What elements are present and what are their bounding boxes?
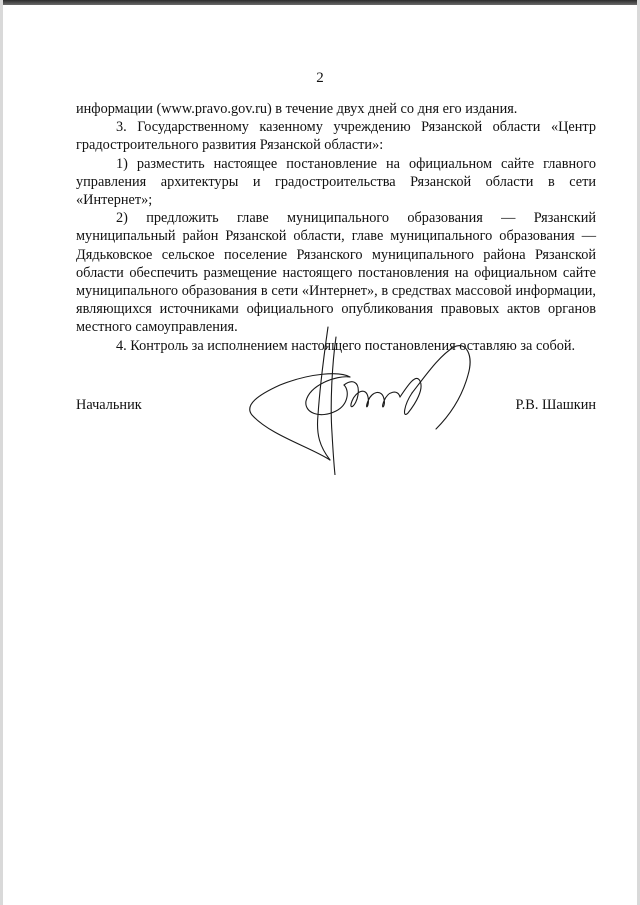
paragraph-subitem-1: 1) разместить настоящее постановление на официальном сайте главного управления архитектуры и градостроительства Рязанской области в сети «Интернет»; — [76, 155, 596, 209]
signatory-name: Р.В. Шашкин — [515, 397, 596, 413]
handwritten-signature — [240, 315, 480, 475]
page-number: 2 — [316, 70, 324, 86]
signatory-title: Начальник — [76, 397, 142, 413]
paragraph-continuation: информации (www.pravo.gov.ru) в течение двух дней со дня его издания. — [76, 101, 518, 117]
scan-top-edge — [0, 0, 640, 5]
paragraph-item-3: 3. Государственному казенному учреждению Рязанской области «Центр градостроительного развития Рязанской области»: — [76, 119, 596, 154]
scan-left-edge — [0, 0, 3, 905]
paragraph-item-4: 4. Контроль за исполнением настоящего постановления оставляю за собой. — [116, 337, 576, 354]
paragraph-subitem-2: 2) предложить главе муниципального образования — Рязанский муниципальный район Рязанской области, главе муниципального образования — Дядьковское сельское поселение Рязанского муниципального района Рязанской области обеспечить размещение настоящего постановления на официальном сайте муниципального образования в сети «Интернет», в средствах массовой информации, являющихся источниками официального опубликования правовых актов органов местного самоуправления. — [76, 210, 596, 336]
